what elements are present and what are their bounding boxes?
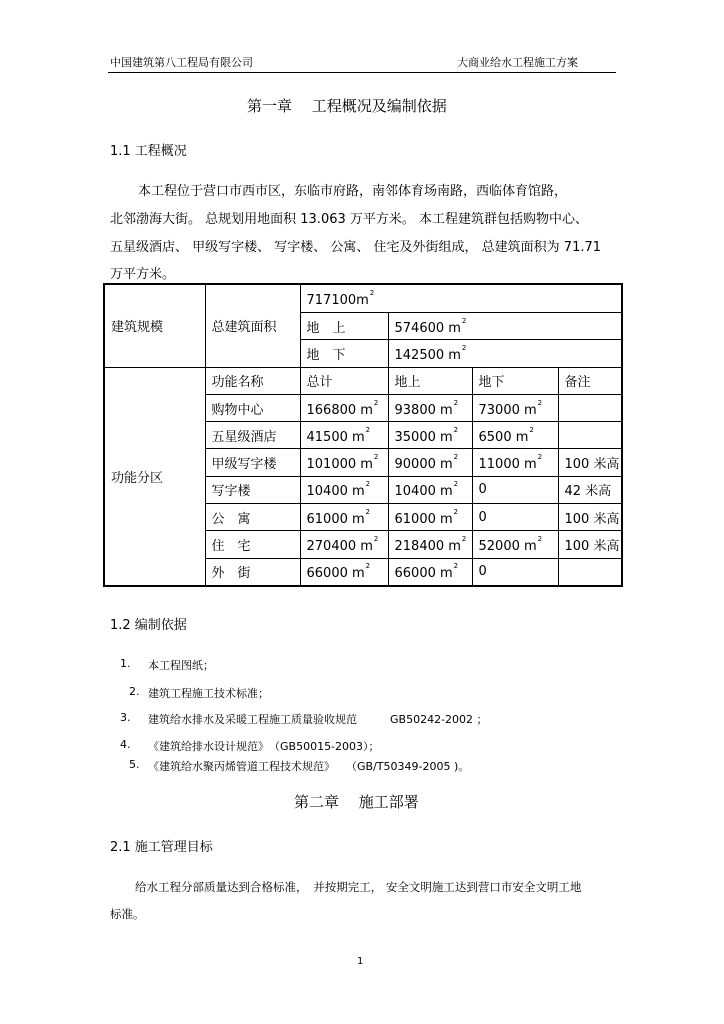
total-cell: 41500 $m^2$ — [300, 422, 388, 449]
total-cell: 270400 $m^2$ — [300, 531, 388, 558]
table-header-cell: 总计 — [300, 367, 388, 394]
total-cell: 101000 $m^2$ — [300, 449, 388, 476]
below-cell: 73000 $m^2$ — [472, 394, 558, 421]
func-name-cell: 五星级酒店 — [205, 422, 300, 449]
list-item: 本工程图纸； — [148, 659, 214, 672]
above-value-cell: 574600 $m^2$ — [388, 313, 622, 340]
total-area-label-cell: 总建筑面积 — [205, 284, 300, 367]
table-header-row — [104, 367, 622, 394]
list-item: 建筑工程施工技术标准； — [148, 687, 269, 700]
below-cell: 0 — [472, 558, 558, 586]
list-number: 5. — [129, 758, 140, 771]
note-cell — [558, 558, 622, 586]
total-cell: 66000 $m^2$ — [300, 558, 388, 586]
total-area-value-cell: $717100m^2$ — [300, 284, 622, 313]
above-cell: 10400 $m^2$ — [388, 476, 472, 503]
total-cell: 10400 $m^2$ — [300, 476, 388, 503]
section-2-1-title: 2.1 施工管理目标 — [110, 840, 213, 855]
table-header-cell: 备注 — [558, 367, 622, 394]
note-cell: 100 米高 — [558, 449, 622, 476]
above-cell: 90000 $m^2$ — [388, 449, 472, 476]
below-cell: 11000 $m^2$ — [472, 449, 558, 476]
paragraph-line: 标准。 — [110, 907, 145, 921]
list-number: 4. — [120, 738, 131, 751]
table-row — [104, 284, 622, 313]
page-number: 1 — [357, 956, 364, 967]
paragraph-line: 五星级酒店、 甲级写字楼、 写字楼、 公寓、 住宅及外街组成， 总建筑面积为 71.71 — [110, 240, 602, 255]
paragraph-line: 北邻渤海大街。 总规划用地面积 13.063 万平方米。 本工程建筑群包括购物中心、 — [110, 212, 589, 227]
func-name-cell: 公 寓 — [205, 504, 300, 531]
above-cell: 218400 $m^2$ — [388, 531, 472, 558]
chapter-2-title: 第二章 施工部署 — [294, 793, 419, 811]
func-name-cell: 住 宅 — [205, 531, 300, 558]
below-cell: 6500 $m^2$ — [472, 422, 558, 449]
below-cell: 52000 $m^2$ — [472, 531, 558, 558]
note-cell: 42 米高 — [558, 476, 622, 503]
total-cell: 166800 $m^2$ — [300, 394, 388, 421]
note-cell — [558, 394, 622, 421]
total-cell: 61000 $m^2$ — [300, 504, 388, 531]
header-doc-title: 大商业给水工程施工方案 — [457, 56, 578, 69]
header-divider — [108, 72, 616, 73]
below-cell: 0 — [472, 504, 558, 531]
table-header-cell: 地下 — [472, 367, 558, 394]
paragraph-line: 本工程位于营口市西市区，东临市府路，南邻体育场南路，西临体育馆路， — [138, 184, 568, 199]
list-number: 3. — [120, 711, 131, 724]
func-name-cell: 购物中心 — [205, 394, 300, 421]
above-cell: 93800 $m^2$ — [388, 394, 472, 421]
note-cell — [558, 422, 622, 449]
func-name-cell: 外 街 — [205, 558, 300, 586]
above-cell: 35000 $m^2$ — [388, 422, 472, 449]
func-name-cell: 写字楼 — [205, 476, 300, 503]
below-label-cell: 地 下 — [300, 340, 388, 367]
func-name-cell: 甲级写字楼 — [205, 449, 300, 476]
below-value-cell: 142500 $m^2$ — [388, 340, 622, 367]
chapter-1-title: 第一章 工程概况及编制依据 — [247, 97, 447, 115]
paragraph-line: 万平方米。 — [110, 267, 176, 282]
scale-label-cell: 建筑规模 — [104, 284, 205, 367]
list-item: 《建筑给排水设计规范》 （GB50015-2003）； — [148, 740, 380, 753]
list-number: 2. — [129, 685, 140, 698]
above-label-cell: 地 上 — [300, 313, 388, 340]
section-1-1-title: 1.1 工程概况 — [110, 144, 187, 159]
section-1-2-title: 1.2 编制依据 — [110, 618, 187, 633]
below-cell: 0 — [472, 476, 558, 503]
table-header-cell: 功能名称 — [205, 367, 300, 394]
note-cell: 100 米高 — [558, 531, 622, 558]
list-item: 《建筑给水聚丙烯管道工程技术规范》 （GB/T50349-2005 )。 — [148, 760, 470, 773]
table-header-cell: 地上 — [388, 367, 472, 394]
note-cell: 100 米高 — [558, 504, 622, 531]
project-summary-table — [103, 283, 623, 587]
above-cell: 61000 $m^2$ — [388, 504, 472, 531]
header-company: 中国建筑第八工程局有限公司 — [110, 56, 253, 69]
list-number: 1. — [120, 657, 131, 670]
list-item: 建筑给水排水及采暖工程施工质量验收规范 GB50242-2002 ； — [148, 713, 488, 726]
above-cell: 66000 $m^2$ — [388, 558, 472, 586]
paragraph-line: 给水工程分部质量达到合格标准， 并按期完工， 安全文明施工达到营口市安全文明工地 — [135, 880, 582, 894]
func-label-cell: 功能分区 — [104, 367, 205, 586]
